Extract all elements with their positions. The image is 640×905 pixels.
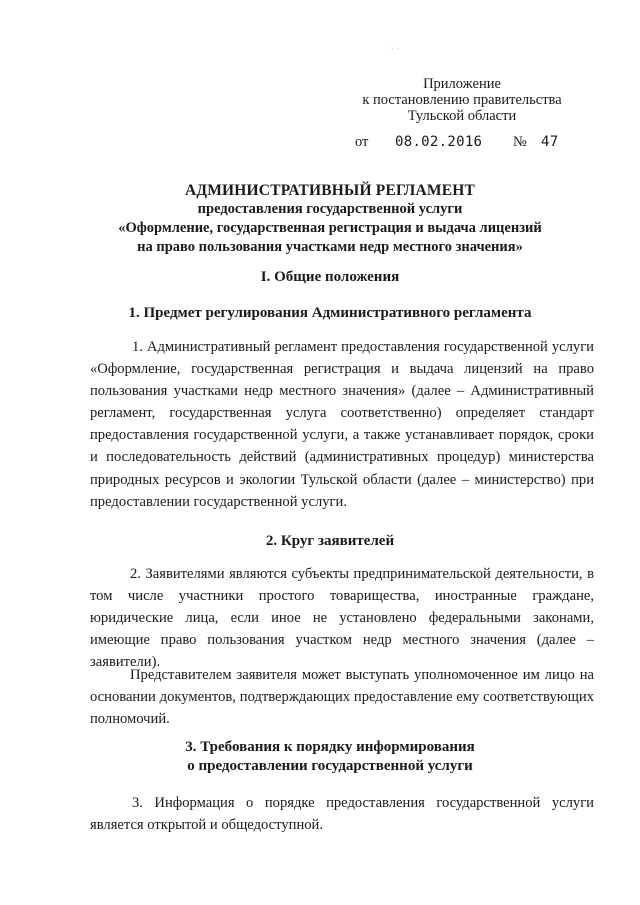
document-title [70, 181, 590, 257]
appendix-line-1: Приложение [423, 76, 501, 92]
section-3-heading-line-2: о предоставлении государственной услуги [187, 758, 473, 774]
section-1-paragraph: 1. Административный регламент предоставления государственной услуги «Оформление, государственная регистрация и выдача лицензий на право пользования участками недр местного значения» (далее – Административный регламент, государственная услуга соответственно) определяет стандарт предоставления государственной услуги, а также устанавливает порядок, сроки и последовательность действий (административных процедур) министерства природных ресурсов и экологии Тульской области (далее – министерство) при предоставлении государственной услуги. [90, 339, 594, 510]
appendix-block [352, 76, 572, 124]
document-number: 47 [541, 134, 559, 150]
date-line [355, 134, 559, 151]
date-from-label: от [355, 134, 369, 150]
section-3-heading-line-1: 3. Требования к порядку информирования [185, 739, 475, 755]
title-line-3: «Оформление, государственная регистрация и выдача лицензий [118, 220, 542, 236]
section-2-paragraph-2: Представителем заявителя может выступать уполномоченное им лицо на основании документов, подтверждающих предоставление ему соответствующих полномочий. [90, 667, 594, 728]
scan-mark: · · · [386, 46, 400, 52]
title-line-2: предоставления государственной услуги [197, 201, 463, 217]
section-3-heading [70, 738, 590, 776]
number-sign: № [513, 134, 527, 150]
appendix-line-3: Тульской области [407, 108, 517, 124]
section-3-paragraph: 3. Информация о порядке предоставления государственной услуги является открытой и общедоступной. [90, 795, 594, 834]
title-main: АДМИНИСТРАТИВНЫЙ РЕГЛАМЕНТ [184, 182, 476, 199]
section-1-heading: 1. Предмет регулирования Административного регламента [128, 305, 532, 321]
document-date: 08.02.2016 [395, 134, 483, 150]
appendix-line-2: к постановлению правительства [362, 92, 562, 108]
section-2-paragraph-1: 2. Заявителями являются субъекты предпринимательской деятельности, в том числе участники простого товарищества, иностранные граждане, юридические лица, если иное не установлено федеральными законами, имеющие право пользования участком недр местного значения (далее – заявители). [90, 566, 594, 671]
title-line-4: на право пользования участками недр местного значения» [137, 239, 523, 255]
section-general-heading: I. Общие положения [260, 269, 400, 285]
section-2-heading: 2. Круг заявителей [265, 533, 395, 549]
